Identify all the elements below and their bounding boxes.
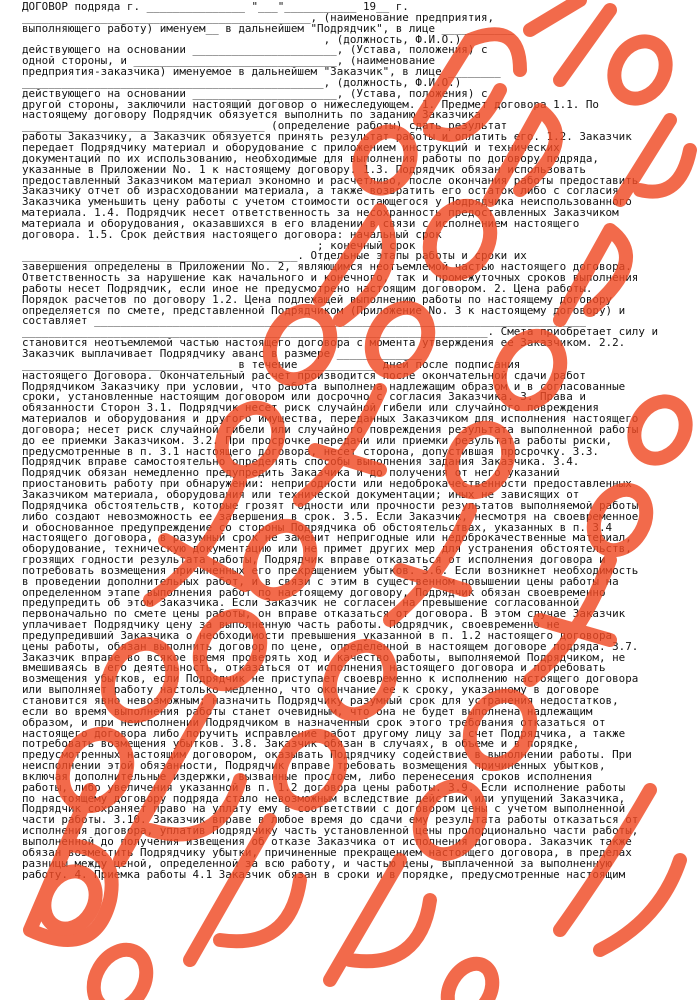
document-line: действующего на основании ______________________, (Устава, положения) с: [22, 88, 488, 100]
document-line: работы несет Подрядчик, если иное не предусмотрено настоящим договором. 2. Цена работы.: [22, 283, 593, 295]
document-line: Ответственность за нарушение как начального и конечного, так и промежуточных сроков выполнения: [22, 273, 639, 284]
document-line: потребовать возмещения убытков. 3.8. Заказчик обязан в случаях, в объеме и в порядке,: [22, 739, 580, 751]
document-line: уплачивает Подрядчику цену за выполненную часть работы. Подрядчик, своевременно не: [22, 620, 560, 631]
document-line: приостановить работу при обнаружении: непригодности или недоброкачественности предоставленных: [22, 479, 632, 490]
document-line: оборудование, техническую документацию или не примет других мер для устранения обстоятельств,: [22, 544, 632, 556]
document-line: предприятия-заказчика) именуемое в дальнейшем "Заказчик", в лице ________: [22, 67, 501, 78]
document-line: образом, и при неисполнении Подрядчиком в назначенный срок этого требования отказаться от: [22, 717, 606, 729]
document-line: Заказчик вправе во всякое время проверять ход и качество работы, выполняемой Подрядчиком, не: [22, 652, 626, 664]
document-line: предоставленный Заказчиком материал экономно и расчетливо, после окончания работы предоставить: [22, 175, 639, 187]
document-line: обязан возместить Подрядчику убытки, причиненные прекращением настоящего договора, в пределах: [22, 847, 632, 859]
document-line: настоящего Договора. Окончательный расчет производится после окончательной сдачи работ: [22, 370, 586, 382]
document-line: ДОГОВОР подряда г. _______________ "___"___________ 19__ г.: [22, 2, 409, 13]
document-line: работы Заказчику, а Заказчик обязуется принять результат работы и оплатить его. 1.2. Заказчик: [22, 132, 632, 143]
document-line: по настоящему договору подряда стало невозможным вследствие действий или упущений Заказчика,: [22, 793, 626, 805]
document-line: одной стороны, и _______________________________, (наименование: [22, 56, 436, 68]
document-line: вмешиваясь в его деятельность, отказаться от исполнения настоящего договора и потребовать: [22, 663, 606, 675]
document-line: выполненной до получения извещения об отказе Заказчика от исполнения договора. Заказчик также: [22, 836, 632, 848]
document-line: определяется по смете, представленной Подрядчиком (Приложение No. 3 к настоящему договору) и: [22, 305, 626, 317]
document-line: выполняющего работу) именуем__ в дальнейшем "Подрядчик", в лице ___________: [22, 23, 514, 35]
document-line: Порядок расчетов по договору 1.2. Цена подлежащей выполнению работы по настоящему договору: [22, 294, 613, 306]
document-line: указанные в Приложении No. 1 к настоящему договору. 1.3. Подрядчик обязан использовать: [22, 164, 586, 176]
document-line: ______________________________________________, (должность, Ф.И.О.): [22, 34, 462, 46]
document-line: предусмотренных настоящим договором, оказывать Подрядчику содействие в выполнении работы. При: [22, 750, 632, 762]
document-line: _______________________________________________________________________. Смета приобретает силу и: [22, 327, 659, 339]
document-line: Заказчика уменьшить цену работы с учетом стоимости остающегося у Подрядчика неиспользованного: [22, 197, 632, 209]
document-line: неисполнении этой обязанности, Подрядчик вправе требовать возмещения причиненных убытков,: [22, 761, 606, 772]
document-line: Подрядчик обязан немедленно предупредить Заказчика и до получения от него указаний: [22, 468, 560, 480]
document-line: ______________________________________________, (должность, Ф.И.О.): [22, 77, 462, 89]
document-line: материалов и оборудования и другого имущества, переданных Заказчиком для исполнения настоящего: [22, 414, 639, 425]
document-line: завершения определены в Приложении No. 2, являющимся неотъемлемой частью настоящего договора.: [22, 262, 632, 274]
document-line: работу. 4. Приемка работы 4.1 Заказчик обязан в сроки и в порядке, предусмотренные настоящим: [22, 869, 626, 881]
document-line: ________________________________ в течение ___________ дней после подписания: [22, 359, 521, 371]
document-line: настоящему договору Подрядчик обязуется выполнить по заданию Заказчика: [22, 110, 481, 122]
document-line: разницы между ценой, определенной за всю работу, и частью цены, выплаченной за выполненную: [22, 858, 613, 870]
document-line: Заказчику отчет об израсходовании материала, а также возвратить его остаток либо с согласия: [22, 186, 619, 198]
document-line: договора. 1.5. Срок действия настоящего договора: начальный срок: [22, 229, 442, 241]
contract-document: [22, 2, 678, 880]
document-line: первоначально по смете цены работы, он вправе отказаться от договора. В этом случае Заказчик: [22, 609, 626, 621]
document-line: Подрядчик вправе самостоятельно определять способы выполнения задания Заказчика. 3.4.: [22, 457, 580, 469]
document-line: Заказчиком материала, оборудования или технической документации; иных не зависящих от: [22, 489, 580, 501]
document-line: цены работы, обязан выполнить договор по цене, определенной в настоящем договоре подряда. 3.7.: [22, 641, 639, 653]
document-line: настоящего договора, в разумный срок не заменит непригодные или недоброкачественные материал,: [22, 533, 632, 545]
document-line: другой стороны, заключили настоящий договор о нижеследующем. 1. Предмет договора 1.1. По: [22, 99, 599, 111]
document-line: возмещения убытков, если Подрядчик не приступает своевременно к исполнению настоящего договора: [22, 674, 639, 686]
document-line: становится неотъемлемой частью настоящего договора с момента утверждения ее Заказчиком. 2.2.: [22, 338, 626, 349]
document-line: обязанности Сторон 3.1. Подрядчик несет риск случайной гибели или случайного повреждения: [22, 403, 599, 415]
document-line: _____________________________________________; конечный срок ______________: [22, 240, 514, 252]
document-line: договора; несет риск случайной гибели или случайного повреждения результата выполненной работы: [22, 424, 639, 436]
document-line: потребовать возмещения причиненных его прекращением убытков. 3.6. Если возникнет необходимость: [22, 565, 639, 577]
document-line: если во время выполнения работы станет очевидным, что она не будет выполнена надлежащим: [22, 706, 593, 718]
document-line: Подрядчиком Заказчику при условии, что работа выполнена надлежащим образом и в согласованные: [22, 381, 626, 393]
document-line: грозящих годности результата работы, Подрядчик вправе отказаться от исполнения договора и: [22, 555, 606, 566]
document-line: действующего на основании ______________________, (Устава, положения) с: [22, 45, 488, 57]
document-line: до ее приемки Заказчиком. 3.2. При просрочке передачи или приемки результата работы риски,: [22, 435, 613, 447]
document-line: Подрядчик сохраняет право на уплату ему в соответствии с договором цены с учетом выполненной: [22, 804, 626, 816]
document-line: документаций по их использованию, необходимые для выполнения работы по договору подряда,: [22, 153, 599, 165]
document-line: исполнения договора, уплатив Подрядчику часть установленной цены пропорционально части работы,: [22, 826, 639, 837]
document-line: материала. 1.4. Подрядчик несет ответственность за несохранность предоставленных Заказчиком: [22, 208, 619, 219]
document-line: определенном этапе выполнения работ по настоящему договору, Подрядчик обязан своевременно: [22, 587, 606, 599]
document-line: включая дополнительные издержки, вызванные простоем, либо перенесения сроков исполнения: [22, 771, 593, 783]
document-line: или выполняет работу настолько медленно, что окончание ее к сроку, указанному в договоре: [22, 685, 599, 696]
document-line: Заказчик выплачивает Подрядчику аванс в размере _____________: [22, 349, 422, 360]
document-line: в проведении дополнительных работ, и в связи с этим в существенном повышении цены работы на: [22, 576, 619, 588]
document-line: либо создают невозможность ее завершения в срок. 3.5. Если Заказчик, несмотря на своевременное: [22, 511, 639, 523]
document-line: предупредивший Заказчика о необходимости превышения указанной в п. 1.2 настоящего договора: [22, 630, 613, 642]
document-line: ____________________________________________, (наименование предприятия,: [22, 12, 495, 24]
document-line: работы, либо увеличения указанной в п. 1.2 договора цены работы. 3.9. Если исполнение работы: [22, 782, 626, 794]
document-line: становится явно невозможным; назначить Подрядчику разумный срок для устранения недостатков,: [22, 696, 619, 707]
document-line: составляет ___________________________________________________________________________: [22, 316, 586, 328]
document-line: материала и оборудования, оказавшихся в его владении в связи с исполнением настоящего: [22, 218, 580, 230]
document-line: предусмотренные в п. 3.1 настоящего договора, несет сторона, допустившая просрочку. 3.3.: [22, 446, 599, 458]
document-line: __________________________________________. Отдельные этапы работы и сроки их: [22, 251, 527, 263]
document-line: части работы. 3.10. Заказчик вправе в любое время до сдачи ему результата работы отказаться от: [22, 815, 639, 827]
document-line: передает Подрядчику материал и оборудование с приложением инструкций и технических: [22, 142, 560, 154]
document-line: сроки, установленные настоящим договором или досрочно с согласия Заказчика. 3. Права и: [22, 392, 586, 404]
document-line: _____________________________________ (определение работы) сдать результат: [22, 121, 508, 133]
document-line: и обоснованное предупреждение со стороны Подрядчика об обстоятельствах, указанных в п. 3.4: [22, 522, 613, 534]
document-line: настоящего договора либо поручить исправление работ другому лицу за счет Подрядчика, а также: [22, 728, 626, 740]
document-line: предупредить об этом Заказчика. Если Заказчик не согласен на превышение согласованной: [22, 598, 580, 610]
document-line: Подрядчика обстоятельств, которые грозят годности или прочности результатов выполняемой работы: [22, 500, 639, 512]
